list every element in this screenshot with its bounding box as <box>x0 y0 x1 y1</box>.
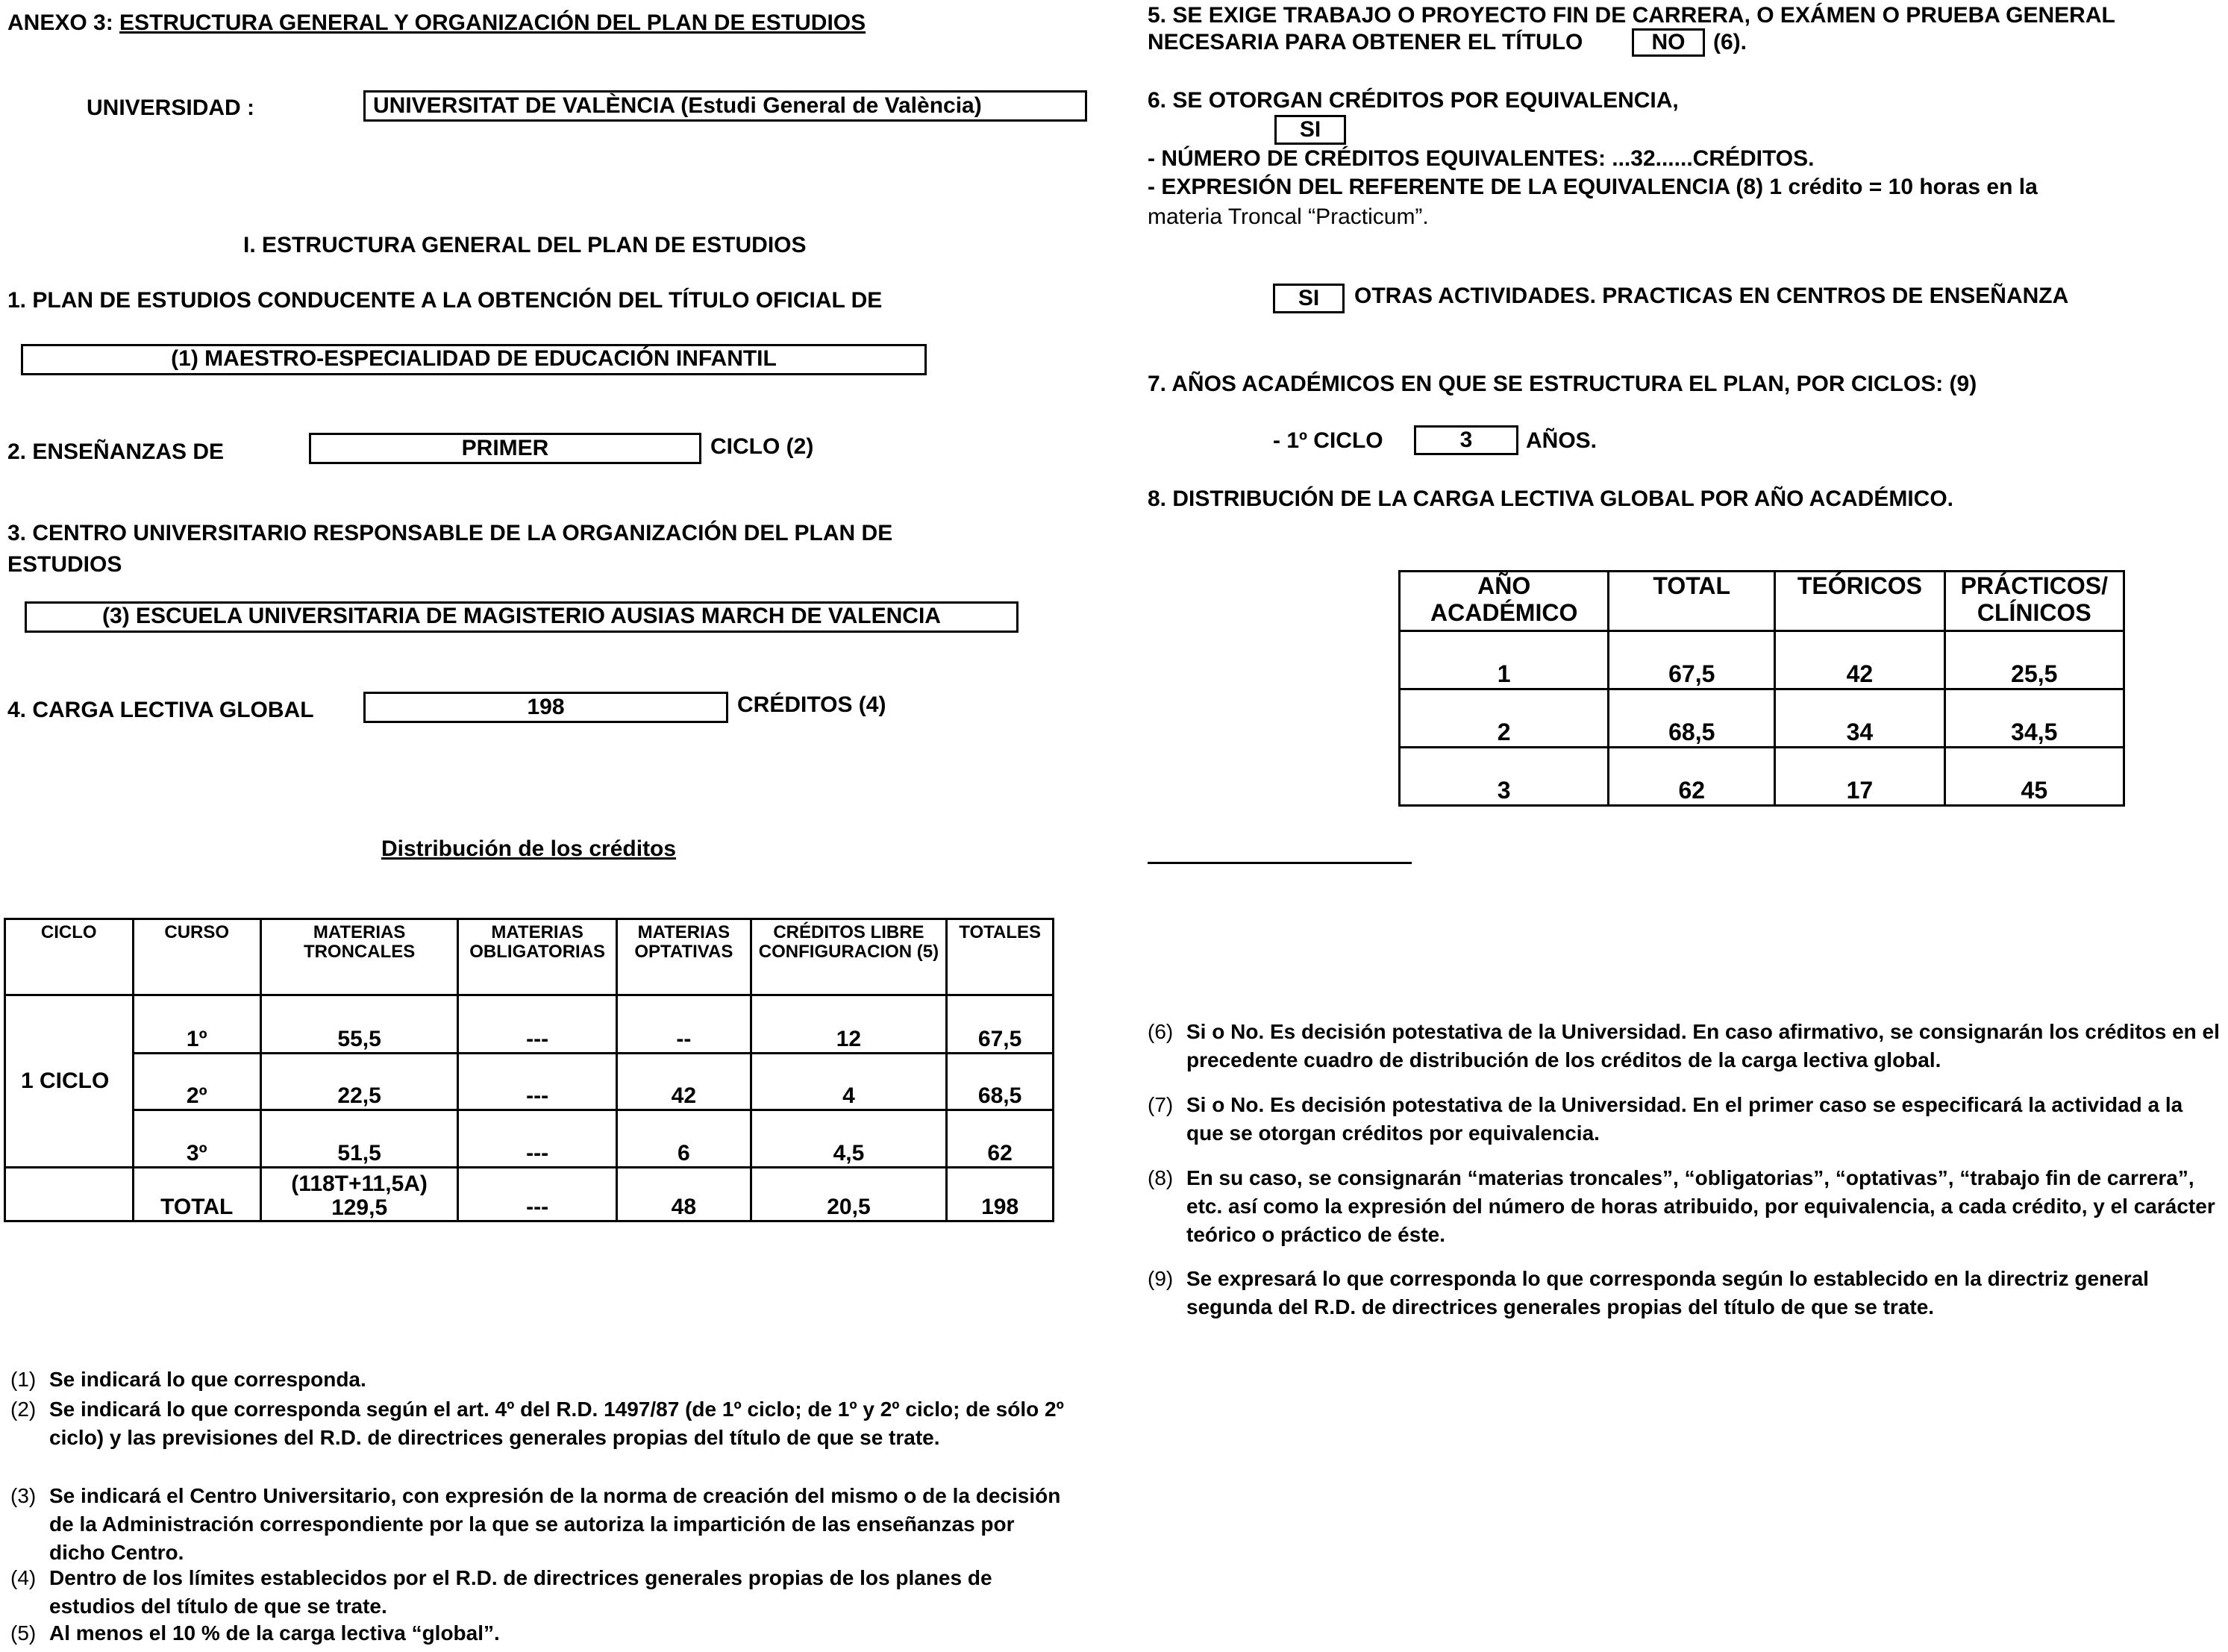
header-ano: AÑO ACADÉMICO <box>1400 572 1609 631</box>
item1-label: 1. PLAN DE ESTUDIOS CONDUCENTE A LA OBTENCIÓN DEL TÍTULO OFICIAL DE <box>7 288 883 313</box>
footnote-5 <box>10 1619 1071 1648</box>
libre-cell: 4,5 <box>751 1110 947 1168</box>
ciclo-cell: 1 CICLO <box>5 995 134 1168</box>
footnote-text: En su caso, se consignarán “materias troncales”, “obligatorias”, “optativas”, “trabajo fin de carrera”, etc. así como la expresión del número de horas atribuido, por equivalencia, a cada crédito, y el carácter teórico o práctico de éste. <box>1186 1166 2215 1246</box>
table-row <box>1400 631 2124 689</box>
header-troncales: MATERIAS TRONCALES <box>260 919 457 995</box>
header-teoricos: TEÓRICOS <box>1775 572 1944 631</box>
item7-label: 7. AÑOS ACADÉMICOS EN QUE SE ESTRUCTURA EL PLAN, POR CICLOS: (9) <box>1148 372 1977 396</box>
header-total: TOTAL <box>1609 572 1775 631</box>
optativas-cell: -- <box>617 995 751 1054</box>
footnote-4 <box>10 1564 1071 1621</box>
teoricos-cell: 42 <box>1775 631 1944 689</box>
item5-value-box: NO <box>1632 28 1705 57</box>
footnote-text: Se expresará lo que corresponda lo que corresponda según lo establecido en la directriz general segunda del R.D. de directrices generales propias del título de que se trate. <box>1186 1267 2149 1318</box>
total-label: TOTAL <box>133 1168 260 1221</box>
universidad-label: UNIVERSIDAD : <box>87 96 255 120</box>
table-row <box>5 995 1054 1054</box>
footnote-7 <box>1148 1091 2224 1148</box>
practicos-cell: 34,5 <box>1944 689 2124 748</box>
footnote-text: Si o No. Es decisión potestativa de la Universidad. En el primer caso se especificará la actividad a la que se otorgan créditos por equivalencia. <box>1186 1093 2183 1145</box>
item3-label-line2: ESTUDIOS <box>7 552 122 577</box>
obligatorias-cell: --- <box>458 995 617 1054</box>
anexo-prefix: ANEXO 3: <box>7 10 113 35</box>
footnote-number: (5) <box>10 1621 37 1645</box>
troncales-total-value: 129,5 <box>331 1195 388 1220</box>
totales-cell: 67,5 <box>947 995 1054 1054</box>
footnote-number: (9) <box>1148 1267 1174 1290</box>
footnote-divider <box>1148 862 1412 864</box>
item8-label: 8. DISTRIBUCIÓN DE LA CARGA LECTIVA GLOBAL POR AÑO ACADÉMICO. <box>1148 486 1954 511</box>
footnote-text: Dentro de los límites establecidos por el R.D. de directrices generales propias de los planes de estudios del título de que se trate. <box>49 1566 992 1618</box>
footnote-1 <box>10 1365 1071 1394</box>
item5-line1: 5. SE EXIGE TRABAJO O PROYECTO FIN DE CARRERA, O EXÁMEN O PRUEBA GENERAL <box>1148 3 2115 28</box>
header-ciclo: CICLO <box>5 919 134 995</box>
optativas-cell: 6 <box>617 1110 751 1168</box>
item5-line2: NECESARIA PARA OBTENER EL TÍTULO <box>1148 30 1583 54</box>
footnote-number: (6) <box>1148 1020 1174 1043</box>
footnote-text: Si o No. Es decisión potestativa de la Universidad. En caso afirmativo, se consignarán los créditos en el precedente cuadro de distribución de los créditos de la carga lectiva global. <box>1186 1020 2220 1071</box>
footnote-number: (1) <box>10 1368 37 1391</box>
troncales-total-cell <box>260 1168 457 1221</box>
section-i-title: I. ESTRUCTURA GENERAL DEL PLAN DE ESTUDIOS <box>243 233 807 257</box>
header-optativas: MATERIAS OPTATIVAS <box>617 919 751 995</box>
item6-expr-line2: materia Troncal “Practicum”. <box>1148 204 1429 229</box>
obligatorias-total-cell: --- <box>458 1168 617 1221</box>
footnote-8 <box>1148 1164 2224 1249</box>
ano-cell: 1 <box>1400 631 1609 689</box>
item4-suffix: CRÉDITOS (4) <box>737 692 886 717</box>
header-libre: CRÉDITOS LIBRE CONFIGURACION (5) <box>751 919 947 995</box>
header-curso: CURSO <box>133 919 260 995</box>
totales-cell: 62 <box>947 1110 1054 1168</box>
total-cell: 62 <box>1609 748 1775 806</box>
footnote-text: Se indicará el Centro Universitario, con expresión de la norma de creación del mismo o de la decisión de la Administración correspondiente por la que se autoriza la impartición de las enseñanzas por dicho Centro. <box>49 1484 1061 1564</box>
item6-expr-line1: - EXPRESIÓN DEL REFERENTE DE LA EQUIVALENCIA (8) 1 crédito = 10 horas en la <box>1148 175 2038 199</box>
item5-suffix: (6). <box>1713 30 1747 54</box>
troncales-cell: 22,5 <box>260 1054 457 1110</box>
universidad-value-box: UNIVERSITAT DE VALÈNCIA (Estudi General de València) <box>363 90 1087 122</box>
item4-label: 4. CARGA LECTIVA GLOBAL <box>7 698 314 722</box>
anexo-title: ESTRUCTURA GENERAL Y ORGANIZACIÓN DEL PLAN DE ESTUDIOS <box>119 10 866 35</box>
item7-suffix: AÑOS. <box>1526 428 1598 453</box>
item6-value-box: SI <box>1274 115 1346 145</box>
troncales-total-note: (118T+11,5A) <box>291 1171 428 1196</box>
footnote-text: Se indicará lo que corresponda según el art. 4º del R.D. 1497/87 (de 1º ciclo; de 1º y 2º ciclo; de sólo 2º ciclo) y las previsiones del R.D. de directrices generales propias del título de que se trate. <box>49 1398 1064 1449</box>
item4-value-box: 198 <box>363 692 728 723</box>
libre-cell: 12 <box>751 995 947 1054</box>
curso-cell: 2º <box>133 1054 260 1110</box>
obligatorias-cell: --- <box>458 1110 617 1168</box>
footnote-2 <box>10 1395 1071 1452</box>
item3-label-line1: 3. CENTRO UNIVERSITARIO RESPONSABLE DE LA ORGANIZACIÓN DEL PLAN DE <box>7 521 893 545</box>
footnote-number: (3) <box>10 1484 37 1507</box>
header-obligatorias: MATERIAS OBLIGATORIAS <box>458 919 617 995</box>
libre-cell: 4 <box>751 1054 947 1110</box>
footnote-9 <box>1148 1265 2224 1321</box>
totales-cell: 68,5 <box>947 1054 1054 1110</box>
header-totales: TOTALES <box>947 919 1054 995</box>
footnote-number: (2) <box>10 1398 37 1421</box>
table-row <box>1400 748 2124 806</box>
table-row <box>5 1110 1054 1168</box>
footnote-number: (4) <box>10 1566 37 1589</box>
totales-total-cell: 198 <box>947 1168 1054 1221</box>
footnote-text: Al menos el 10 % de la carga lectiva “global”. <box>49 1621 500 1645</box>
carga-table <box>1398 570 2125 807</box>
libre-total-cell: 20,5 <box>751 1168 947 1221</box>
otras-value-box: SI <box>1273 284 1345 313</box>
curso-cell: 1º <box>133 995 260 1054</box>
item2-label: 2. ENSEÑANZAS DE <box>7 439 225 464</box>
distribution-table <box>4 918 1054 1222</box>
footnote-text: Se indicará lo que corresponda. <box>49 1368 366 1391</box>
troncales-cell: 55,5 <box>260 995 457 1054</box>
teoricos-cell: 17 <box>1775 748 1944 806</box>
footnote-3 <box>10 1482 1071 1567</box>
practicos-cell: 25,5 <box>1944 631 2124 689</box>
item7-ciclo: - 1º CICLO <box>1273 428 1383 453</box>
footnote-6 <box>1148 1018 2224 1074</box>
item6-num: - NÚMERO DE CRÉDITOS EQUIVALENTES: ...32......CRÉDITOS. <box>1148 146 1815 171</box>
total-cell: 68,5 <box>1609 689 1775 748</box>
teoricos-cell: 34 <box>1775 689 1944 748</box>
curso-cell: 3º <box>133 1110 260 1168</box>
item6-label: 6. SE OTORGAN CRÉDITOS POR EQUIVALENCIA, <box>1148 88 1679 113</box>
anexo-heading <box>7 9 866 37</box>
total-row <box>5 1168 1054 1221</box>
footnote-number: (7) <box>1148 1093 1174 1116</box>
optativas-total-cell: 48 <box>617 1168 751 1221</box>
practicos-cell: 45 <box>1944 748 2124 806</box>
otras-label: OTRAS ACTIVIDADES. PRACTICAS EN CENTROS DE ENSEÑANZA <box>1354 284 2069 308</box>
ano-cell: 2 <box>1400 689 1609 748</box>
header-practicos: PRÁCTICOS/ CLÍNICOS <box>1944 572 2124 631</box>
distribution-title: Distribución de los créditos <box>381 836 677 861</box>
item2-value-box: PRIMER <box>309 433 701 464</box>
optativas-cell: 42 <box>617 1054 751 1110</box>
item7-value-box: 3 <box>1414 425 1518 455</box>
item3-value-box: (3) ESCUELA UNIVERSITARIA DE MAGISTERIO AUSIAS MARCH DE VALENCIA <box>25 601 1018 633</box>
obligatorias-cell: --- <box>458 1054 617 1110</box>
total-cell: 67,5 <box>1609 631 1775 689</box>
footnote-number: (8) <box>1148 1166 1174 1189</box>
item1-value-box: (1) MAESTRO-ESPECIALIDAD DE EDUCACIÓN INFANTIL <box>21 344 927 375</box>
table-row <box>5 1054 1054 1110</box>
troncales-cell: 51,5 <box>260 1110 457 1168</box>
table-row <box>1400 689 2124 748</box>
ano-cell: 3 <box>1400 748 1609 806</box>
item2-suffix: CICLO (2) <box>710 434 814 459</box>
